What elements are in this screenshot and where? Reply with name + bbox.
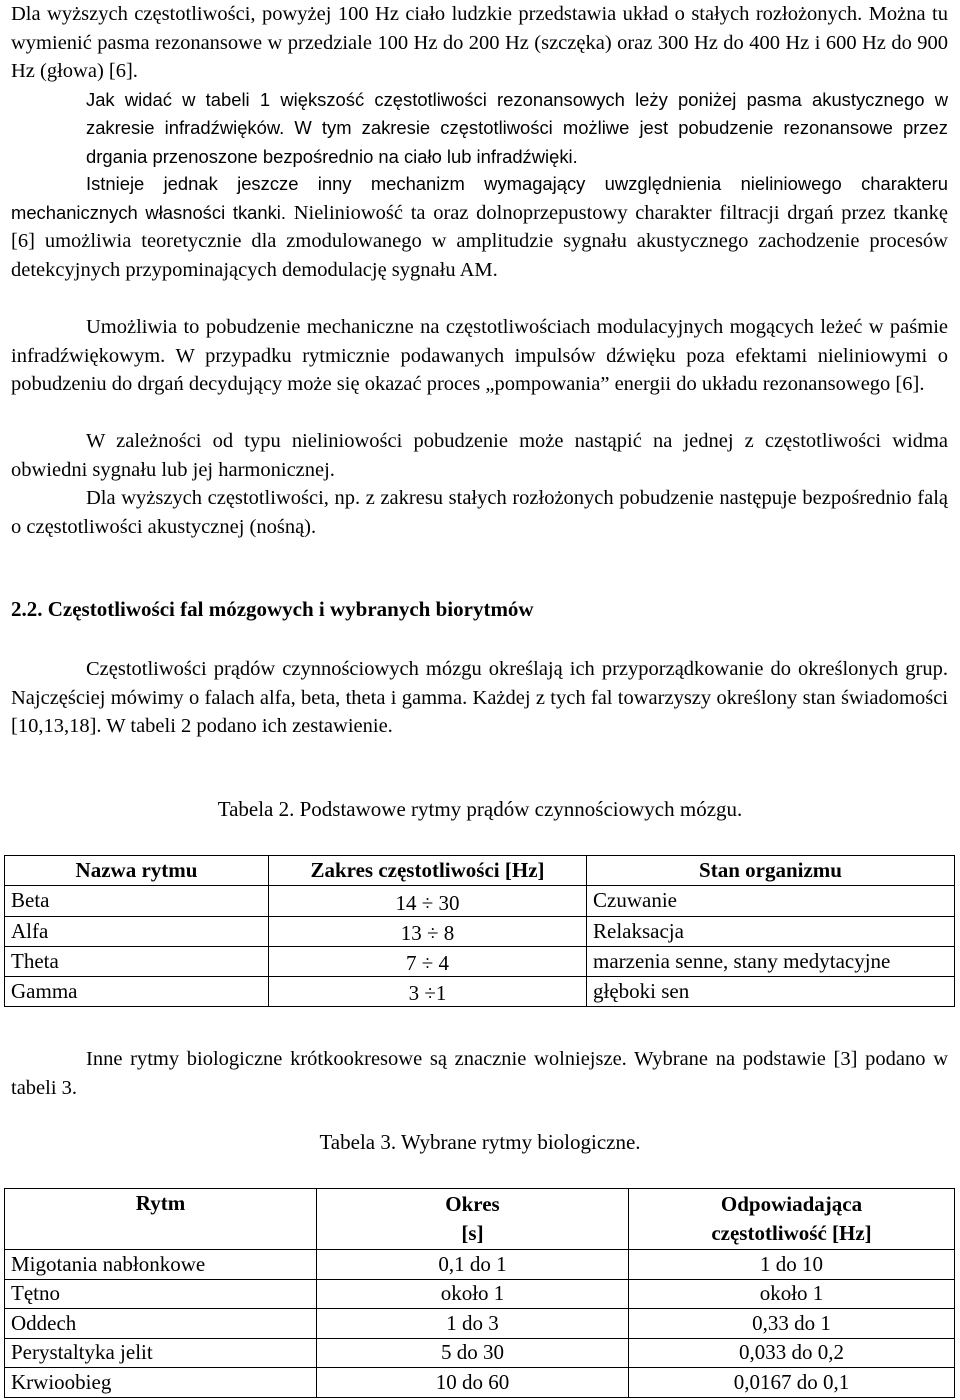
paragraph-text: Jak widać w tabeli 1 większość częstotliwości rezonansowych leży poniżej pasma akustycznego w zakresie infradźwięków. W tym zakresie częstotliwości możliwe jest pobudzenie rezonansowe przez drgania przenoszone bezpośrednio na ciało lub infradźwięki. bbox=[86, 88, 948, 167]
table-cell: Oddech bbox=[5, 1309, 317, 1339]
table-cell: Theta bbox=[5, 946, 269, 976]
table-cell: 5 do 30 bbox=[317, 1338, 629, 1368]
table3-caption: Tabela 3. Wybrane rytmy biologiczne. bbox=[319, 1130, 641, 1154]
table-cell: 0,33 do 1 bbox=[629, 1309, 955, 1339]
table-cell: Krwioobieg bbox=[5, 1368, 317, 1398]
table-cell: 1 do 10 bbox=[629, 1250, 955, 1280]
table-row bbox=[5, 1279, 955, 1309]
table-cell: Czuwanie bbox=[587, 886, 955, 916]
table-cell: Alfa bbox=[5, 916, 269, 946]
table-cell: 3 ÷1 bbox=[269, 977, 587, 1007]
section-intro: Częstotliwości prądów czynnościowych mózgu określają ich przyporządkowanie do określonych grup. Najczęściej mówimy o falach alfa, beta, theta i gamma. Każdej z tych fal towarzyszy określony stan świadomości [10,13,18]. W tabeli 2 podano ich zestawienie. bbox=[11, 658, 948, 738]
table-cell: Migotania nabłonkowe bbox=[5, 1250, 317, 1280]
table-header-row bbox=[5, 856, 955, 886]
paragraph-high-frequency bbox=[11, 0, 948, 172]
paragraph-carrier: Dla wyższych częstotliwości, np. z zakresu stałych rozłożonych pobudzenie następuje bezpośrednio falą o częstotliwości akustycznej (nośną). bbox=[11, 487, 948, 538]
paragraph-mechanism: Istnieje jednak jeszcze inny mechanizm wymagający uwzględnienia nieliniowego charakteru mechanicznych własności tkanki. Nieliniowość ta oraz dolnoprzepustowy charakter filtracji drgań przez tkankę [6] umożliwia teoretycznie dla zmodulowanego w amplitudzie sygnału akustycznego zachodzenie procesów detekcyjnych przypominających demodulację sygnału AM. bbox=[11, 173, 948, 281]
column-header: Odpowiadająca częstotliwość [Hz] bbox=[629, 1189, 955, 1250]
table-cell: 0,033 do 0,2 bbox=[629, 1338, 955, 1368]
table-row bbox=[5, 1250, 955, 1280]
table-row bbox=[5, 946, 955, 976]
biological-rhythms-table bbox=[4, 1188, 955, 1398]
paragraph-modulation: Umożliwia to pobudzenie mechaniczne na częstotliwościach modulacyjnych mogących leżeć w paśmie infradźwiękowym. W przypadku rytmicznie podawanych impulsów dźwięku poza efektami nieliniowymi o pobudzeniu do drgań decydujący może się okazać proces „pompowania” energii do układu rezonansowego [6]. bbox=[11, 316, 948, 396]
paragraph-nonlinearity: W zależności od typu nieliniowości pobudzenie może nastąpić na jednej z częstotliwości widma obwiedni sygnału lub jej harmonicznej. bbox=[11, 430, 948, 481]
table-row bbox=[5, 1338, 955, 1368]
column-header: Nazwa rytmu bbox=[5, 856, 269, 886]
table-cell: marzenia senne, stany medytacyjne bbox=[587, 946, 955, 976]
column-header: Zakres częstotliwości [Hz] bbox=[269, 856, 587, 886]
table-row bbox=[5, 1368, 955, 1398]
column-header: Okres [s] bbox=[317, 1189, 629, 1250]
table-row bbox=[5, 916, 955, 946]
table2-caption: Tabela 2. Podstawowe rytmy prądów czynnościowych mózgu. bbox=[217, 797, 743, 821]
column-header: Stan organizmu bbox=[587, 856, 955, 886]
table-cell: Beta bbox=[5, 886, 269, 916]
table-row bbox=[5, 977, 955, 1007]
table-row bbox=[5, 886, 955, 916]
table-row bbox=[5, 1309, 955, 1339]
table-cell: 10 do 60 bbox=[317, 1368, 629, 1398]
column-header: Rytm bbox=[5, 1189, 317, 1250]
table-cell: Gamma bbox=[5, 977, 269, 1007]
table-cell: około 1 bbox=[629, 1279, 955, 1309]
paragraph-text: Dla wyższych częstotliwości, powyżej 100 Hz ciało ludzkie przedstawia układ o stałych rozłożonych. Można tu wymienić pasma rezonansowe w przedziale 100 Hz do 200 Hz (szczęka) oraz 300 Hz do 400 Hz i 600 Hz do 900 Hz (głowa) [6]. bbox=[11, 3, 948, 83]
paragraph-other-rhythms: Inne rytmy biologiczne krótkookresowe są znacznie wolniejsze. Wybrane na podstawie [3] podano w tabeli 3. bbox=[11, 1048, 948, 1099]
table-cell: 13 ÷ 8 bbox=[269, 916, 587, 946]
table-cell: 7 ÷ 4 bbox=[269, 946, 587, 976]
table-cell: Perystaltyka jelit bbox=[5, 1338, 317, 1368]
table-cell: Relaksacja bbox=[587, 916, 955, 946]
table-cell: około 1 bbox=[317, 1279, 629, 1309]
brain-rhythms-table bbox=[4, 855, 955, 1007]
section-heading: 2.2. Częstotliwości fal mózgowych i wybranych biorytmów bbox=[11, 597, 534, 621]
table-cell: Tętno bbox=[5, 1279, 317, 1309]
table-cell: 14 ÷ 30 bbox=[269, 886, 587, 916]
table-cell: 0,1 do 1 bbox=[317, 1250, 629, 1280]
table-cell: 1 do 3 bbox=[317, 1309, 629, 1339]
table-header-row bbox=[5, 1189, 955, 1250]
table-cell: 0,0167 do 0,1 bbox=[629, 1368, 955, 1398]
table-cell: głęboki sen bbox=[587, 977, 955, 1007]
